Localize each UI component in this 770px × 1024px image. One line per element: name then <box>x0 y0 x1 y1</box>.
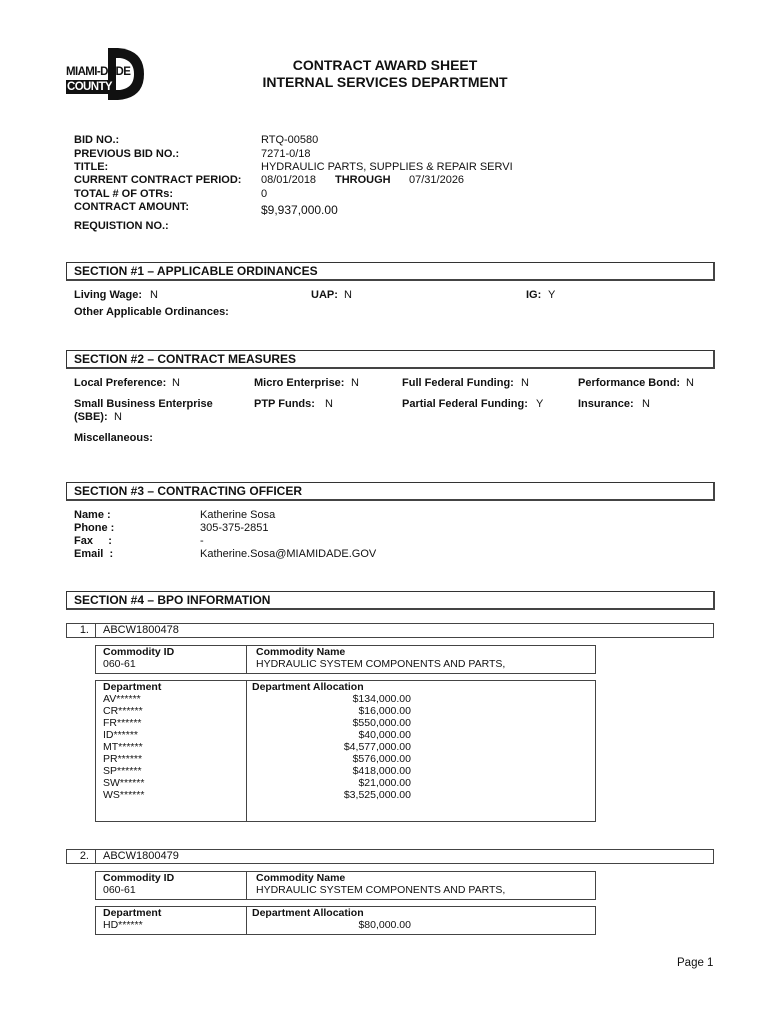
officer-fax-value: - <box>200 535 204 547</box>
department-allocation: $550,000.00 <box>352 717 411 729</box>
department-row <box>96 717 595 729</box>
period-end: 07/31/2026 <box>409 174 465 186</box>
department-row <box>96 753 595 765</box>
ptp-funds-value: N <box>325 398 333 410</box>
bid-no-value: RTQ-00580 <box>261 134 319 146</box>
other-ordinances-label: Other Applicable Ordinances: <box>74 306 229 318</box>
commodity-name-value: HYDRAULIC SYSTEM COMPONENTS AND PARTS, <box>256 658 506 670</box>
commodity-name-header: Commodity Name <box>256 646 346 658</box>
uap-label: UAP: <box>311 289 338 301</box>
partial-federal-funding-value: Y <box>536 398 544 410</box>
bpo-item-1 <box>66 623 714 638</box>
section4-header <box>66 591 715 610</box>
prev-bid-value: 7271-0/18 <box>261 148 311 160</box>
full-federal-funding-value: N <box>521 377 529 389</box>
department-code: WS****** <box>103 789 145 801</box>
insurance-label: Insurance: <box>578 398 634 410</box>
period-label: CURRENT CONTRACT PERIOD: <box>74 174 242 186</box>
page-subtitle: INTERNAL SERVICES DEPARTMENT <box>262 74 508 90</box>
amount-value: $9,937,000.00 <box>261 203 338 217</box>
department-allocation: $3,525,000.00 <box>343 789 411 801</box>
department-row <box>96 919 595 931</box>
department-allocation: $16,000.00 <box>358 705 411 717</box>
bpo-item-code: ABCW1800478 <box>103 624 179 636</box>
prev-bid-label: PREVIOUS BID NO.: <box>74 148 180 160</box>
section3-title: SECTION #3 – CONTRACTING OFFICER <box>74 484 303 498</box>
micro-enterprise-value: N <box>351 377 359 389</box>
department-code: AV****** <box>103 693 141 705</box>
logo-text-line2: COUNTY <box>67 81 112 93</box>
department-code: SP****** <box>103 765 142 777</box>
local-preference-value: N <box>172 377 180 389</box>
department-row <box>96 741 595 753</box>
ptp-funds-label: PTP Funds: <box>254 398 315 410</box>
bpo-item-number: 1. <box>67 624 96 637</box>
department-row <box>96 789 595 801</box>
department-allocation: $576,000.00 <box>352 753 411 765</box>
department-allocation: $40,000.00 <box>358 729 411 741</box>
officer-email-value: Katherine.Sosa@MIAMIDADE.GOV <box>200 548 377 560</box>
department-row <box>96 777 595 789</box>
bpo-1-commodity-table <box>95 645 596 674</box>
title-label: TITLE: <box>74 161 109 173</box>
page-number: Page 1 <box>677 957 714 969</box>
department-allocation: $418,000.00 <box>352 765 411 777</box>
section1-header <box>66 262 715 281</box>
officer-phone-value: 305-375-2851 <box>200 522 269 534</box>
commodity-name-value: HYDRAULIC SYSTEM COMPONENTS AND PARTS, <box>256 884 506 896</box>
department-code: MT****** <box>103 741 143 753</box>
period-start: 08/01/2018 <box>261 174 317 186</box>
department-code: PR****** <box>103 753 143 765</box>
bpo-item-number: 2. <box>67 850 96 863</box>
department-header: Department <box>103 681 162 693</box>
requisition-label: REQUISTION NO.: <box>74 220 169 232</box>
officer-name-label: Name : <box>74 509 111 521</box>
department-code: ID****** <box>103 729 139 741</box>
bpo-1-department-table <box>95 680 596 822</box>
full-federal-funding-label: Full Federal Funding: <box>402 377 514 389</box>
amount-label: CONTRACT AMOUNT: <box>74 201 190 213</box>
logo-text-line1: MIAMI-DADE <box>66 66 131 78</box>
sbe-value: N <box>114 411 122 423</box>
ig-value: Y <box>548 289 556 301</box>
period-through: THROUGH <box>335 174 391 186</box>
section4-title: SECTION #4 – BPO INFORMATION <box>74 593 271 607</box>
department-code: CR****** <box>103 705 143 717</box>
allocation-header: Department Allocation <box>252 907 364 919</box>
sbe-label-line2: (SBE): <box>74 411 108 423</box>
section1-title: SECTION #1 – APPLICABLE ORDINANCES <box>74 264 318 278</box>
insurance-value: N <box>642 398 650 410</box>
living-wage-value: N <box>150 289 158 301</box>
department-row <box>96 729 595 741</box>
miscellaneous-label: Miscellaneous: <box>74 432 153 444</box>
micro-enterprise-label: Micro Enterprise: <box>254 377 345 389</box>
department-allocation: $21,000.00 <box>358 777 411 789</box>
department-row <box>96 705 595 717</box>
department-header: Department <box>103 907 162 919</box>
officer-email-label: Email : <box>74 548 114 560</box>
title-value: HYDRAULIC PARTS, SUPPLIES & REPAIR SERVI <box>261 161 513 173</box>
performance-bond-label: Performance Bond: <box>578 377 681 389</box>
page-title: CONTRACT AWARD SHEET <box>292 57 478 73</box>
department-row <box>96 765 595 777</box>
bid-no-label: BID NO.: <box>74 134 120 146</box>
department-allocation: $4,577,000.00 <box>343 741 411 753</box>
local-preference-label: Local Preference: <box>74 377 167 389</box>
bpo-2-department-table <box>95 906 596 935</box>
officer-name-value: Katherine Sosa <box>200 509 276 521</box>
department-allocation: $80,000.00 <box>358 919 411 931</box>
sbe-label-line1: Small Business Enterprise <box>74 398 213 410</box>
commodity-id-value: 060-61 <box>103 658 136 670</box>
otrs-label: TOTAL # OF OTRs: <box>74 188 174 200</box>
section2-header <box>66 350 715 369</box>
partial-federal-funding-label: Partial Federal Funding: <box>402 398 528 410</box>
uap-value: N <box>344 289 352 301</box>
department-code: SW****** <box>103 777 145 789</box>
commodity-id-value: 060-61 <box>103 884 136 896</box>
section2-title: SECTION #2 – CONTRACT MEASURES <box>74 352 297 366</box>
living-wage-label: Living Wage: <box>74 289 143 301</box>
department-row <box>96 693 595 705</box>
officer-fax-label: Fax : <box>74 535 112 547</box>
performance-bond-value: N <box>686 377 694 389</box>
commodity-id-header: Commodity ID <box>103 872 175 884</box>
allocation-header: Department Allocation <box>252 681 364 693</box>
bpo-2-commodity-table <box>95 871 596 900</box>
department-code: HD****** <box>103 919 143 931</box>
commodity-id-header: Commodity ID <box>103 646 175 658</box>
department-code: FR****** <box>103 717 142 729</box>
section3-header <box>66 482 715 501</box>
department-allocation: $134,000.00 <box>352 693 411 705</box>
bpo-item-code: ABCW1800479 <box>103 850 179 862</box>
officer-phone-label: Phone : <box>74 522 115 534</box>
bpo-item-2 <box>66 849 714 864</box>
ig-label: IG: <box>526 289 542 301</box>
otrs-value: 0 <box>261 188 268 200</box>
commodity-name-header: Commodity Name <box>256 872 346 884</box>
